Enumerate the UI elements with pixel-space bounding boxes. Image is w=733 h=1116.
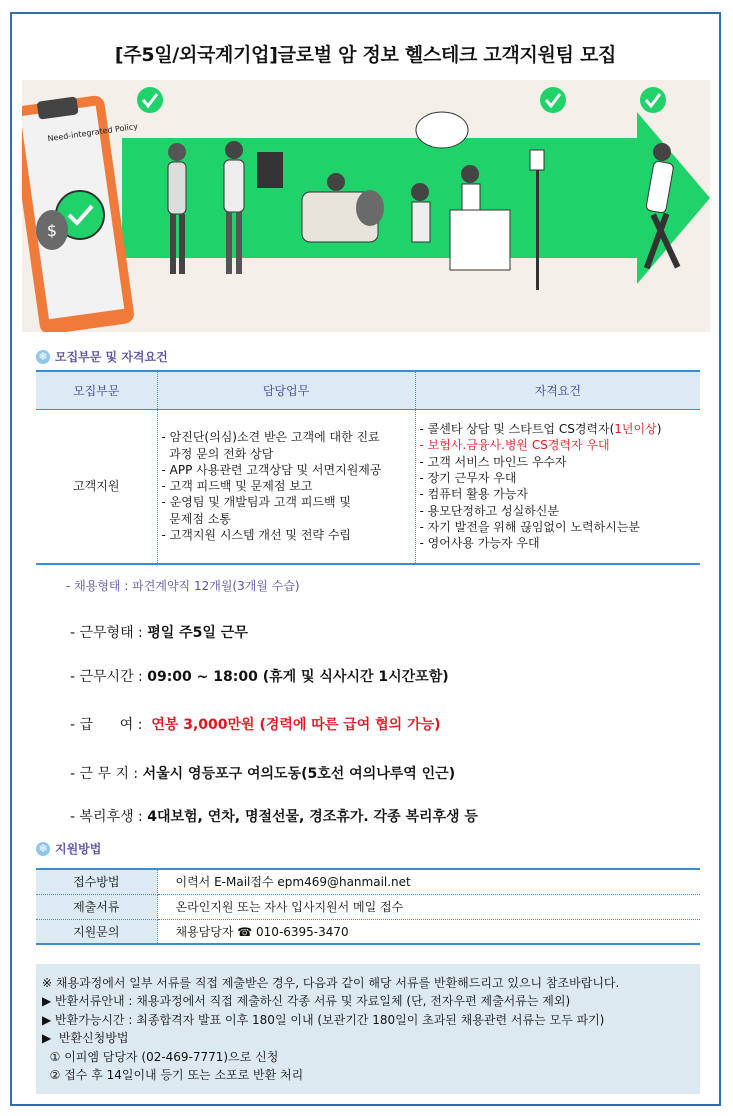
header-division: 모집부문 xyxy=(36,371,157,409)
snowflake-icon: ❄ xyxy=(36,842,50,856)
work-location: - 근 무 지 : 서울시 영등포구 여의도동(5호선 여의나루역 인근) xyxy=(70,766,456,782)
notice-line: ▶ 반환서류안내 : 채용과정에서 직접 제출하신 각종 서류 및 자료일체 (단, 전자우편 제출서류는 제외) xyxy=(42,994,571,1009)
employment-type: - 채용형태 : 파견계약직 12개월(3개월 수습) xyxy=(66,579,300,593)
qualification-line: - 콜센타 상담 및 스타트업 CS경력자(1년이상) xyxy=(419,422,662,437)
duty-line: - 운영팀 및 개발팀과 고객 피드백 및 xyxy=(161,495,352,510)
notice-line: ▶ 반환가능시간 : 최종합격자 발표 이후 180일 이내 (보관기간 180일이 초과된 채용관련 서류는 모두 파기) xyxy=(42,1012,605,1027)
duty-line: 문제점 소통 xyxy=(161,511,231,526)
qualification-line: - 영어사용 가능자 우대 xyxy=(419,536,540,551)
salary: - 급 여 : 연봉 3,000만원 (경력에 따른 급여 협의 가능) xyxy=(70,717,441,733)
header-qualifications: 자격요건 xyxy=(415,371,700,409)
section-heading-apply xyxy=(36,840,101,857)
work-hours: - 근무시간 : 09:00 ~ 18:00 (휴게 및 식사시간 1시간포함) xyxy=(70,669,449,685)
requirements-table xyxy=(36,370,700,565)
posting-frame xyxy=(10,12,721,1106)
check-icon xyxy=(640,87,666,113)
table-row xyxy=(36,869,700,894)
apply-value-contact: 채용담당자 ☎ 010-6395-3470 xyxy=(175,924,349,939)
banner-svg xyxy=(22,80,710,332)
duty-line: - 암진단(의심)소견 받은 고객에 대한 진료 xyxy=(161,430,380,445)
notice-line: ▶ 반환신청방법 xyxy=(42,1031,129,1046)
apply-key: 접수방법 xyxy=(36,869,157,894)
notice-line: ※ 채용과정에서 일부 서류를 직접 제출받은 경우, 다음과 같이 해당 서류를 반환해드리고 있으니 참조바랍니다. xyxy=(42,976,620,990)
duty-line: 과정 문의 전화 상담 xyxy=(161,446,274,461)
cloud-icon xyxy=(416,112,468,148)
apply-table xyxy=(36,868,700,945)
qualification-line: - 컴퓨터 활용 가능자 xyxy=(419,487,529,502)
section-heading-text: 모집부문 및 자격요건 xyxy=(55,350,168,364)
section-heading-text: 지원방법 xyxy=(55,842,102,856)
qualifications-cell xyxy=(415,409,700,564)
apply-value-documents: 온라인지원 또는 자사 입사지원서 메일 접수 xyxy=(157,894,700,919)
table-header-row xyxy=(36,371,700,409)
work-type: - 근무형태 : 평일 주5일 근무 xyxy=(70,625,248,641)
banner-illustration xyxy=(22,80,710,332)
apply-key: 제출서류 xyxy=(36,894,157,919)
welfare: - 복리후생 : 4대보험, 연차, 명절선물, 경조휴가. 각종 복리후생 등 xyxy=(70,809,478,825)
duty-line: - 고객지원 시스템 개선 및 전략 수립 xyxy=(161,527,352,542)
notice-line: ① 이피엠 담당자 (02-469-7771)으로 신청 xyxy=(42,1049,279,1064)
qualification-line: - 용모단정하고 성실하신분 xyxy=(419,503,559,518)
check-icon xyxy=(137,87,163,113)
apply-value-email: 이력서 E-Mail접수 epm469@hanmail.net xyxy=(157,869,700,894)
apply-key: 지원문의 xyxy=(36,919,157,944)
table-row xyxy=(36,894,700,919)
section-heading-requirements xyxy=(36,348,168,365)
table-row xyxy=(36,409,700,564)
svg-text:$: $ xyxy=(46,221,58,240)
qualification-line: - 자기 발전을 위해 끊임없이 노력하시는분 xyxy=(419,519,640,534)
division-cell: 고객지원 xyxy=(73,479,120,494)
check-icon xyxy=(540,87,566,113)
qualification-line-highlight: - 보험사.금융사.병원 CS경력자 우대 xyxy=(419,438,610,453)
notice-line: ② 접수 후 14일이내 등기 또는 소포로 반환 처리 xyxy=(42,1068,304,1083)
duties-cell xyxy=(157,409,415,564)
header-duties: 담당업무 xyxy=(157,371,415,409)
policy-text: Need-integrated Policy xyxy=(46,121,139,144)
duty-line: - APP 사용관련 고객상담 및 서면지원제공 xyxy=(161,462,382,477)
qualification-line: - 고객 서비스 마인드 우수자 xyxy=(419,454,567,469)
snowflake-icon: ❄ xyxy=(36,350,50,364)
duty-line: - 고객 피드백 및 문제점 보고 xyxy=(161,479,313,494)
qualification-line: - 장기 근무자 우대 xyxy=(419,470,517,485)
return-notice-box xyxy=(36,964,700,1094)
table-row xyxy=(36,919,700,944)
page-title: [주5일/외국계기업]글로벌 암 정보 헬스테크 고객지원팀 모집 xyxy=(114,44,617,66)
